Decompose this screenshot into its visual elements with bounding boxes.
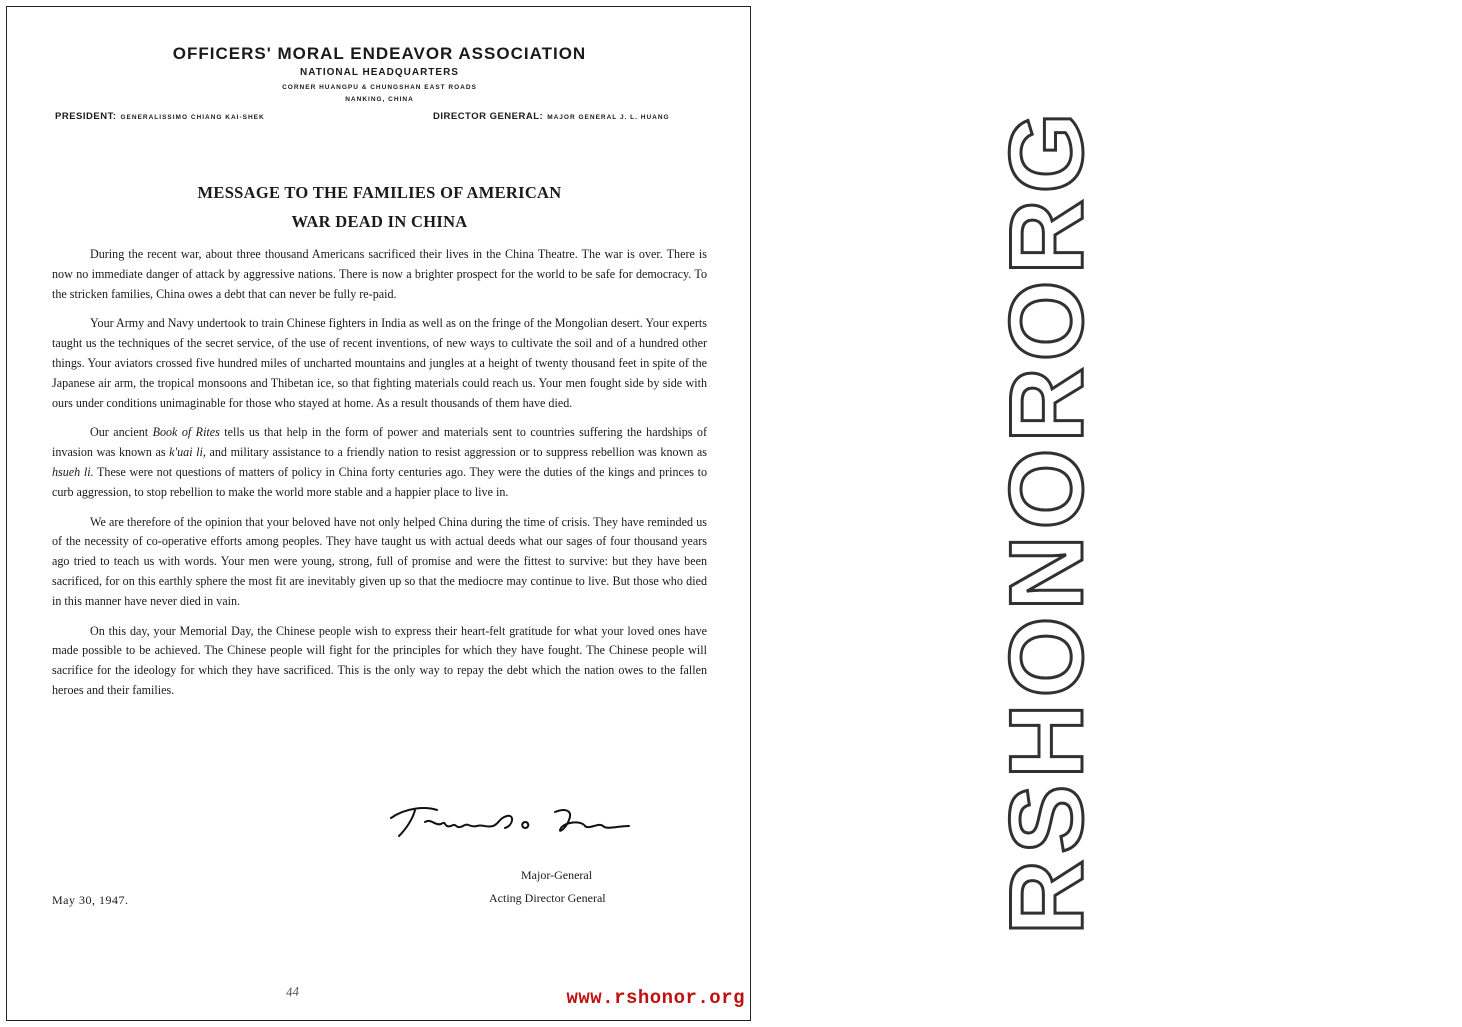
president-line bbox=[55, 111, 265, 122]
paragraph-3-text-a: Our ancient bbox=[90, 425, 153, 440]
term-hsueh-li: hsueh li. bbox=[52, 464, 94, 479]
organization-name: OFFICERS' MORAL ENDEAVOR ASSOCIATION bbox=[172, 44, 587, 63]
paragraph-4: We are therefore of the opinion that your beloved have not only helped China during the time of crisis. They have reminded us of the necessity of co-operative efforts among peoples. They have taught us with actual deeds what our sages of four thousand years ago tried to teach us with words. Your men were young, strong, full of promise and were the fittest to survive: but they have been sacrificed, for on this earthly sphere the most fit are inevitably given up so that the mediocre may continue to live. But those who died in this manner have never died in vain. bbox=[52, 514, 707, 608]
director-name: MAJOR GENERAL J. L. HUANG bbox=[547, 114, 670, 121]
letter-date: May 30, 1947. bbox=[52, 893, 129, 907]
director-label: DIRECTOR GENERAL: bbox=[433, 111, 544, 122]
paragraph-2: Your Army and Navy undertook to train Chinese fighters in India as well as on the fringe of the Mongolian desert. Your experts taught us the techniques of the secret service, of the use of recent inventions, of new ways to cultivate the soil and of a hundred other things. Your aviators crossed five hundred miles of uncharted mountains and jungles at a height of twenty thousand feet in spite of the Japanese air arm, the tropical monsoons and Thibetan ice, so that fighting materials could reach us. Your men fought side by side with ours under conditions unimaginable for those who stayed at home. As a result thousands of them have died. bbox=[52, 316, 707, 410]
term-kuai-li: k'uai li, bbox=[169, 445, 206, 460]
message-title-line-2: WAR DEAD IN CHINA bbox=[291, 212, 468, 231]
paragraph-3 bbox=[52, 423, 707, 502]
paragraph-3-text-c: and military assistance to a friendly nation to resist aggression or to suppress rebellion was known as bbox=[205, 445, 707, 460]
book-of-rites: Book of Rites bbox=[152, 425, 220, 440]
director-line bbox=[433, 111, 670, 122]
paragraph-3-text-d: These were not questions of matters of policy in China forty centuries ago. They were the duties of the kings and princes to curb aggression, to stop rebellion to make the world more stable and a happier place to live in. bbox=[52, 464, 707, 499]
handwritten-signature bbox=[385, 796, 645, 846]
message-title-line-1: MESSAGE TO THE FAMILIES OF AMERICAN bbox=[197, 183, 562, 202]
paragraph-5: On this day, your Memorial Day, the Chinese people wish to express their heart-felt gratitude for what your loved ones have made possible to be achieved. The Chinese people will fight for the principles for which they have fought. The Chinese people will sacrifice for the ideology for which they have sacrificed. This is the only way to repay the debt which the nation owes to the fallen heroes and their families. bbox=[52, 623, 707, 697]
city-line: NANKING, CHINA bbox=[345, 96, 414, 103]
handwritten-page-number: 44 bbox=[285, 983, 300, 1000]
paragraph-1: During the recent war, about three thousand Americans sacrificed their lives in the China Theatre. The war is over. There is now no immediate danger of attack by aggressive nations. There is now a brighter prospect for the world to be safe for democracy. To the stricken families, China owes a debt that can never be fully re-paid. bbox=[52, 247, 707, 301]
address-line: CORNER HUANGPU & CHUNGSHAN EAST ROADS bbox=[282, 84, 477, 91]
president-name: GENERALISSIMO CHIANG KAI-SHEK bbox=[120, 114, 265, 121]
signer-rank: Major-General bbox=[521, 868, 593, 882]
watermark-url: www.rshonor.org bbox=[566, 987, 745, 1009]
watermark-vertical-text: RSHONORORG bbox=[988, 106, 1105, 935]
signer-title: Acting Director General bbox=[489, 891, 606, 905]
president-label: PRESIDENT: bbox=[55, 111, 117, 122]
paragraph-3-text-b: tells us that help in the form of power and materials sent to countries suffering the hardships of invasion was known as bbox=[52, 425, 708, 460]
message-body bbox=[52, 245, 707, 711]
headquarters-label: NATIONAL HEADQUARTERS bbox=[300, 67, 459, 78]
